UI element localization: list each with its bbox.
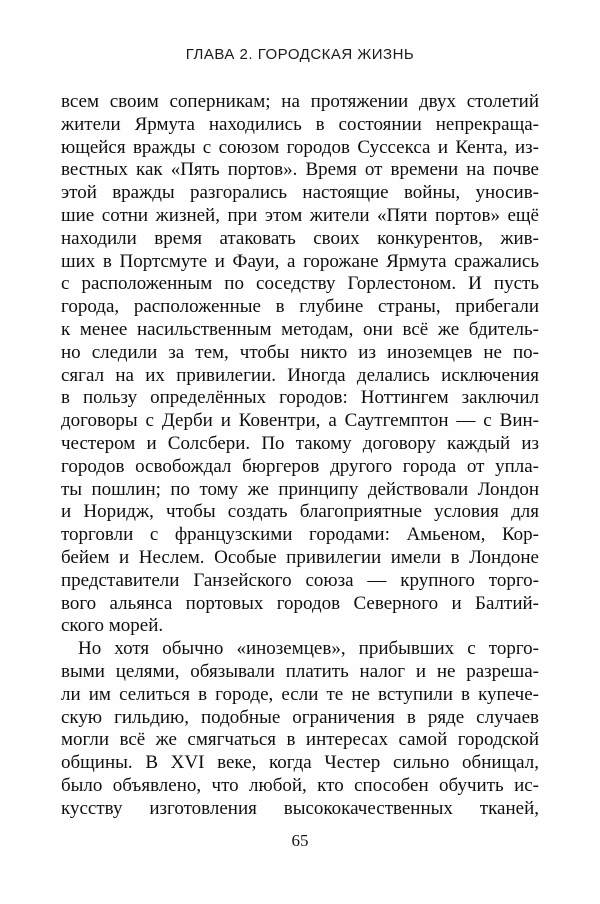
text-line: и Норидж, чтобы создать благоприятные условия для [61,501,539,523]
text-line: ющейся вражды с союзом городов Суссекса и Кента, из- [61,136,539,158]
text-line: честером и Солсбери. По такому договору каждый из [61,432,539,454]
text-line: бейем и Неслем. Особые привилегии имели в Лондоне [61,546,539,568]
text-line: сягал на их привилегии. Иногда делались исключения [61,364,539,386]
body-text [61,91,539,821]
text-line: торговли с французскими городами: Амьеном, Кор- [61,524,539,546]
text-line: всем своим соперникам; на протяжении двух столетий [61,91,539,112]
text-line: вого альянса портовых городов Северного и Балтий- [61,592,539,614]
text-line: Но хотя обычно «иноземцев», прибывших с торго- [78,638,539,660]
text-line: к менее насильственным методам, они всё же бдитель- [61,318,539,340]
text-line: ших в Портсмуте и Фауи, а горожане Ярмута сражались [61,250,539,272]
text-line: ского морей. [61,615,164,637]
text-line: скую гильдию, подобные ограничения в ряде случаев [61,706,539,728]
text-line: городов освобождал бюргеров другого города от упла- [61,455,539,477]
text-line: вестных как «Пять портов». Время от времени на почве [61,159,539,181]
text-line: представители Ганзейского союза — крупного торго- [61,569,539,591]
page-number: 65 [291,831,309,850]
text-line: могли всё же смягчаться в интересах самой городской [61,729,539,751]
text-line: этой вражды разгорались настоящие войны, уносив- [61,182,539,204]
text-line: но следили за тем, чтобы никто из иноземцев не по- [61,341,539,363]
text-line: с расположенным по соседству Горлестоном. И пусть [61,273,539,295]
text-line: находили время атаковать своих конкурентов, жив- [61,227,539,249]
text-line: в пользу определённых городов: Ноттингем заключил [61,387,539,409]
text-line: шие сотни жизней, при этом жители «Пяти портов» ещё [61,204,539,226]
text-line: выми целями, обязывали платить налог и не разреша- [61,660,539,682]
text-line: ты пошлин; по тому же принципу действовали Лондон [61,478,539,500]
text-line: ли им селиться в городе, если те не вступили в купече- [61,683,539,705]
text-line: города, расположенные в глубине страны, прибегали [61,296,539,318]
text-line: кусству изготовления высококачественных тканей, [61,797,539,819]
text-line: общины. В XVI веке, когда Честер сильно обнищал, [61,752,539,774]
text-line: жители Ярмута находились в состоянии непрекраща- [61,113,539,135]
text-line: было объявлено, что любой, кто способен обучить ис- [61,774,539,796]
chapter-header: ГЛАВА 2. ГОРОДСКАЯ ЖИЗНЬ [185,46,415,63]
text-line: договоры с Дерби и Ковентри, а Саутгемптон — с Вин- [61,410,539,432]
